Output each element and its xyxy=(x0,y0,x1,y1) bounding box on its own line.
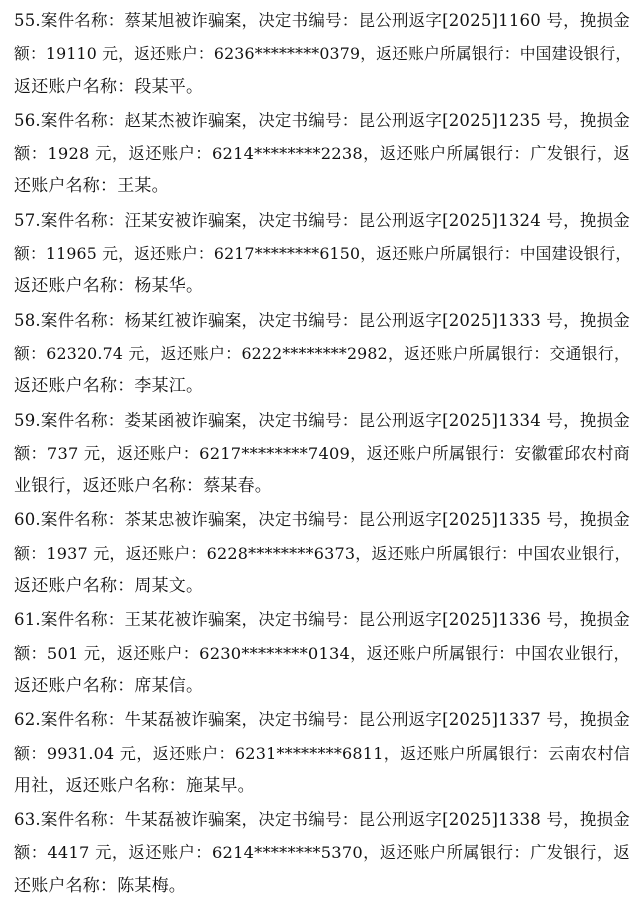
case-text-line: 额：4417 元，返还账户：6214********5370，返还账户所属银行：广发银行，返 xyxy=(14,843,630,863)
case-text-line: 额：1928 元，返还账户：6214********2238，返还账户所属银行：广发银行，返 xyxy=(14,144,630,164)
case-text-line: 用社，返还账户名称：施某早。 xyxy=(14,775,255,796)
case-text-line: 60.案件名称：茶某忠被诈骗案，决定书编号：昆公刑返字[2025]1335 号，挽损金 xyxy=(14,510,630,530)
case-text-line: 额：19110 元，返还账户：6236********0379，返还账户所属银行：中国建设银行， xyxy=(14,44,632,64)
case-entry-56 xyxy=(14,104,630,204)
case-text-line: 61.案件名称：王某花被诈骗案，决定书编号：昆公刑返字[2025]1336 号，挽损金 xyxy=(14,610,630,630)
case-text-line: 额：11965 元，返还账户：6217********6150，返还账户所属银行：中国建设银行， xyxy=(14,244,632,264)
case-text-line: 55.案件名称：蔡某旭被诈骗案，决定书编号：昆公刑返字[2025]1160 号，挽损金 xyxy=(14,11,630,30)
case-text-line: 返还账户名称：段某平。 xyxy=(14,76,204,97)
case-entry-55 xyxy=(14,4,630,104)
case-text-line: 业银行，返还账户名称：蔡某春。 xyxy=(14,476,272,497)
case-entry-62 xyxy=(14,703,630,803)
case-text-line: 额：737 元，返还账户：6217********7409，返还账户所属银行：安徽霍邱农村商 xyxy=(14,443,630,463)
case-entry-58 xyxy=(14,304,630,404)
case-text-line: 返还账户名称：周某文。 xyxy=(14,576,204,597)
case-text-line: 额：501 元，返还账户：6230********0134，返还账户所属银行：中国农业银行， xyxy=(14,643,630,663)
case-text-line: 还账户名称：陈某梅。 xyxy=(14,875,186,896)
case-text-line: 返还账户名称：杨某华。 xyxy=(14,276,204,297)
case-text-line: 58.案件名称：杨某红被诈骗案，决定书编号：昆公刑返字[2025]1333 号，挽损金 xyxy=(14,310,630,330)
case-text-line: 56.案件名称：赵某杰被诈骗案，决定书编号：昆公刑返字[2025]1235 号，挽损金 xyxy=(14,110,630,130)
case-entry-60 xyxy=(14,503,630,603)
case-text-line: 还账户名称：王某。 xyxy=(14,176,169,197)
case-text-line: 额：9931.04 元，返还账户：6231********6811，返还账户所属银行：云南农村信 xyxy=(14,743,630,763)
case-text-line: 63.案件名称：牛某磊被诈骗案，决定书编号：昆公刑返字[2025]1338 号，挽损金 xyxy=(14,810,630,830)
case-entry-61 xyxy=(14,603,630,703)
case-text-line: 额：62320.74 元，返还账户：6222********2982，返还账户所属银行：交通银行， xyxy=(14,343,630,363)
case-text-line: 额：1937 元，返还账户：6228********6373，返还账户所属银行：中国农业银行， xyxy=(14,543,631,563)
case-text-line: 返还账户名称：李某江。 xyxy=(14,376,204,397)
case-entry-59 xyxy=(14,404,630,504)
case-text-line: 62.案件名称：牛某磊被诈骗案，决定书编号：昆公刑返字[2025]1337 号，挽损金 xyxy=(14,710,630,730)
case-entry-57 xyxy=(14,204,630,304)
case-entry-63 xyxy=(14,803,630,903)
case-text-line: 59.案件名称：娄某函被诈骗案，决定书编号：昆公刑返字[2025]1334 号，挽损金 xyxy=(14,410,630,430)
case-text-line: 57.案件名称：汪某安被诈骗案，决定书编号：昆公刑返字[2025]1324 号，挽损金 xyxy=(14,210,630,230)
case-text-line: 返还账户名称：席某信。 xyxy=(14,675,204,696)
